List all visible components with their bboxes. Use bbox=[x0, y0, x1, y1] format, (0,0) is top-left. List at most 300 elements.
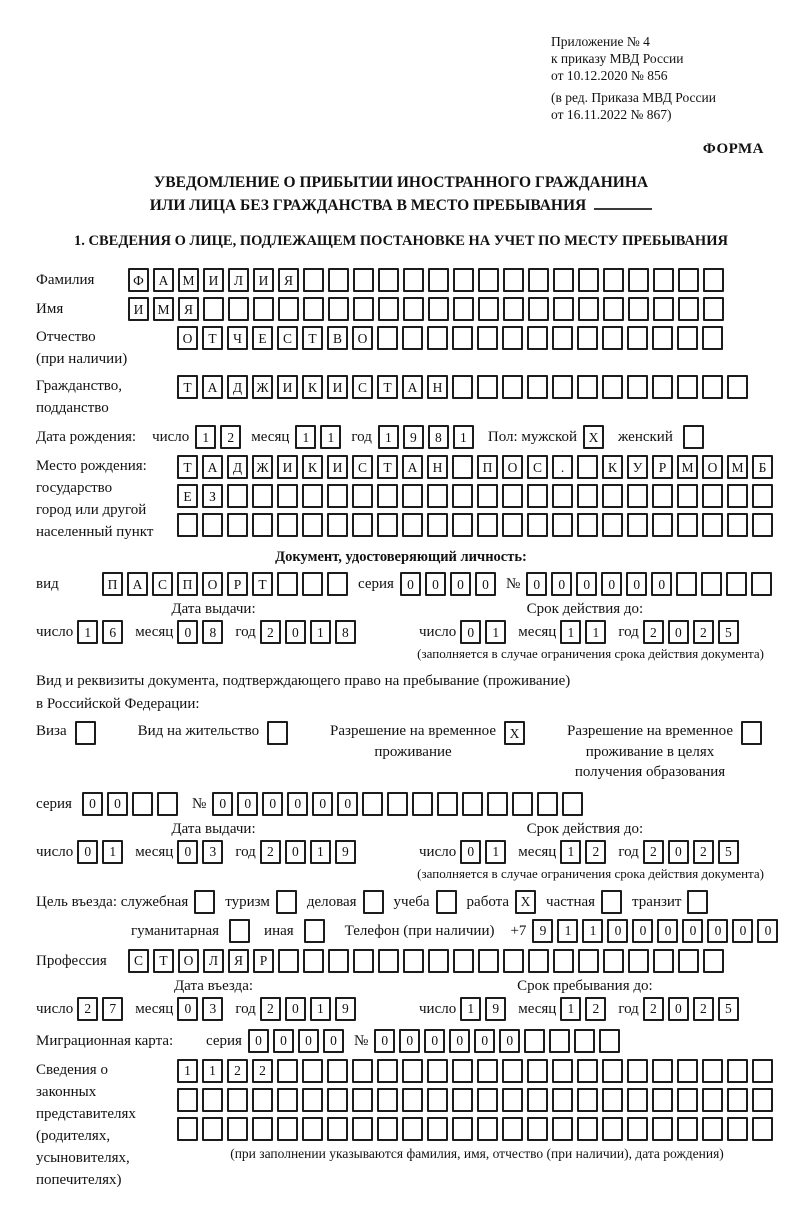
char-cell[interactable]: Е bbox=[177, 484, 198, 508]
char-cell[interactable]: 0 bbox=[337, 792, 358, 816]
char-cell[interactable]: 0 bbox=[551, 572, 572, 596]
char-cell[interactable]: Б bbox=[752, 455, 773, 479]
char-cell[interactable] bbox=[687, 890, 708, 914]
char-cell[interactable] bbox=[602, 326, 623, 350]
char-cell[interactable] bbox=[502, 326, 523, 350]
char-cell[interactable] bbox=[303, 268, 324, 292]
char-cell[interactable]: 0 bbox=[651, 572, 672, 596]
char-cell[interactable] bbox=[628, 949, 649, 973]
char-cell[interactable] bbox=[227, 513, 248, 537]
char-cell[interactable] bbox=[502, 513, 523, 537]
char-cell[interactable] bbox=[553, 268, 574, 292]
char-cell[interactable] bbox=[599, 1029, 620, 1053]
char-cell[interactable] bbox=[327, 513, 348, 537]
char-cell[interactable] bbox=[577, 326, 598, 350]
char-cell[interactable]: Т bbox=[177, 375, 198, 399]
char-cell[interactable]: 0 bbox=[682, 919, 703, 943]
char-cell[interactable]: 0 bbox=[668, 620, 689, 644]
char-cell[interactable]: Я bbox=[278, 268, 299, 292]
char-cell[interactable]: Т bbox=[377, 455, 398, 479]
char-cell[interactable] bbox=[752, 1059, 773, 1083]
char-cell[interactable] bbox=[578, 297, 599, 321]
char-cell[interactable] bbox=[702, 1088, 723, 1112]
char-cell[interactable] bbox=[602, 1117, 623, 1141]
char-cell[interactable] bbox=[552, 375, 573, 399]
char-cell[interactable] bbox=[703, 949, 724, 973]
char-cell[interactable]: 2 bbox=[585, 997, 606, 1021]
char-cell[interactable] bbox=[652, 375, 673, 399]
char-cell[interactable] bbox=[229, 919, 250, 943]
char-cell[interactable] bbox=[527, 375, 548, 399]
char-cell[interactable] bbox=[303, 949, 324, 973]
char-cell[interactable] bbox=[577, 513, 598, 537]
char-cell[interactable]: Я bbox=[228, 949, 249, 973]
char-cell[interactable]: Р bbox=[227, 572, 248, 596]
char-cell[interactable] bbox=[302, 513, 323, 537]
char-cell[interactable]: 7 bbox=[102, 997, 123, 1021]
char-cell[interactable]: 9 bbox=[403, 425, 424, 449]
char-cell[interactable] bbox=[726, 572, 747, 596]
char-cell[interactable]: 0 bbox=[262, 792, 283, 816]
char-cell[interactable]: Т bbox=[377, 375, 398, 399]
char-cell[interactable] bbox=[302, 484, 323, 508]
char-cell[interactable] bbox=[602, 484, 623, 508]
char-cell[interactable]: И bbox=[203, 268, 224, 292]
char-cell[interactable]: Т bbox=[177, 455, 198, 479]
char-cell[interactable] bbox=[702, 326, 723, 350]
char-cell[interactable] bbox=[701, 572, 722, 596]
char-cell[interactable] bbox=[403, 297, 424, 321]
char-cell[interactable]: Т bbox=[202, 326, 223, 350]
char-cell[interactable]: 0 bbox=[323, 1029, 344, 1053]
char-cell[interactable]: 1 bbox=[202, 1059, 223, 1083]
char-cell[interactable] bbox=[277, 513, 298, 537]
char-cell[interactable] bbox=[751, 572, 772, 596]
char-cell[interactable]: М bbox=[178, 268, 199, 292]
char-cell[interactable] bbox=[627, 1117, 648, 1141]
char-cell[interactable] bbox=[727, 484, 748, 508]
char-cell[interactable] bbox=[477, 1117, 498, 1141]
char-cell[interactable] bbox=[302, 572, 323, 596]
char-cell[interactable] bbox=[577, 375, 598, 399]
char-cell[interactable] bbox=[503, 268, 524, 292]
char-cell[interactable]: П bbox=[177, 572, 198, 596]
char-cell[interactable] bbox=[578, 268, 599, 292]
char-cell[interactable]: Д bbox=[227, 455, 248, 479]
char-cell[interactable] bbox=[677, 513, 698, 537]
char-cell[interactable]: О bbox=[202, 572, 223, 596]
char-cell[interactable] bbox=[727, 1088, 748, 1112]
char-cell[interactable] bbox=[553, 949, 574, 973]
char-cell[interactable] bbox=[627, 1088, 648, 1112]
char-cell[interactable] bbox=[683, 425, 704, 449]
char-cell[interactable] bbox=[628, 268, 649, 292]
char-cell[interactable] bbox=[752, 1088, 773, 1112]
char-cell[interactable] bbox=[677, 484, 698, 508]
char-cell[interactable] bbox=[502, 1117, 523, 1141]
char-cell[interactable]: 0 bbox=[475, 572, 496, 596]
char-cell[interactable]: 0 bbox=[707, 919, 728, 943]
char-cell[interactable] bbox=[702, 1117, 723, 1141]
char-cell[interactable] bbox=[552, 1059, 573, 1083]
char-cell[interactable]: С bbox=[527, 455, 548, 479]
char-cell[interactable] bbox=[378, 268, 399, 292]
char-cell[interactable] bbox=[352, 484, 373, 508]
char-cell[interactable]: О bbox=[502, 455, 523, 479]
char-cell[interactable]: С bbox=[352, 375, 373, 399]
char-cell[interactable] bbox=[227, 484, 248, 508]
char-cell[interactable]: 9 bbox=[532, 919, 553, 943]
char-cell[interactable] bbox=[352, 1088, 373, 1112]
char-cell[interactable]: Т bbox=[302, 326, 323, 350]
char-cell[interactable] bbox=[402, 513, 423, 537]
char-cell[interactable] bbox=[552, 513, 573, 537]
char-cell[interactable]: С bbox=[352, 455, 373, 479]
char-cell[interactable]: 0 bbox=[237, 792, 258, 816]
char-cell[interactable] bbox=[524, 1029, 545, 1053]
char-cell[interactable] bbox=[601, 890, 622, 914]
char-cell[interactable]: 0 bbox=[287, 792, 308, 816]
char-cell[interactable] bbox=[427, 484, 448, 508]
char-cell[interactable] bbox=[252, 484, 273, 508]
char-cell[interactable] bbox=[352, 513, 373, 537]
char-cell[interactable]: 0 bbox=[601, 572, 622, 596]
char-cell[interactable]: 3 bbox=[202, 840, 223, 864]
char-cell[interactable] bbox=[452, 1059, 473, 1083]
char-cell[interactable] bbox=[377, 1117, 398, 1141]
char-cell[interactable] bbox=[277, 1117, 298, 1141]
char-cell[interactable]: А bbox=[127, 572, 148, 596]
char-cell[interactable] bbox=[387, 792, 408, 816]
char-cell[interactable]: 0 bbox=[668, 840, 689, 864]
char-cell[interactable] bbox=[502, 375, 523, 399]
char-cell[interactable]: 0 bbox=[632, 919, 653, 943]
char-cell[interactable] bbox=[478, 949, 499, 973]
char-cell[interactable] bbox=[477, 513, 498, 537]
char-cell[interactable] bbox=[552, 484, 573, 508]
char-cell[interactable] bbox=[703, 297, 724, 321]
char-cell[interactable] bbox=[602, 513, 623, 537]
char-cell[interactable] bbox=[252, 1117, 273, 1141]
char-cell[interactable] bbox=[528, 949, 549, 973]
char-cell[interactable] bbox=[403, 268, 424, 292]
char-cell[interactable]: 1 bbox=[177, 1059, 198, 1083]
char-cell[interactable]: 1 bbox=[560, 620, 581, 644]
char-cell[interactable] bbox=[227, 1117, 248, 1141]
char-cell[interactable] bbox=[503, 297, 524, 321]
char-cell[interactable]: 0 bbox=[212, 792, 233, 816]
char-cell[interactable]: 5 bbox=[718, 620, 739, 644]
char-cell[interactable] bbox=[628, 297, 649, 321]
char-cell[interactable] bbox=[478, 297, 499, 321]
char-cell[interactable] bbox=[477, 326, 498, 350]
char-cell[interactable] bbox=[402, 1117, 423, 1141]
char-cell[interactable] bbox=[428, 949, 449, 973]
char-cell[interactable]: 1 bbox=[310, 620, 331, 644]
char-cell[interactable] bbox=[412, 792, 433, 816]
char-cell[interactable] bbox=[352, 1117, 373, 1141]
char-cell[interactable]: 1 bbox=[557, 919, 578, 943]
char-cell[interactable] bbox=[702, 375, 723, 399]
char-cell[interactable]: 0 bbox=[460, 620, 481, 644]
char-cell[interactable]: 2 bbox=[693, 997, 714, 1021]
char-cell[interactable] bbox=[702, 1059, 723, 1083]
char-cell[interactable]: И bbox=[277, 455, 298, 479]
char-cell[interactable]: 0 bbox=[757, 919, 778, 943]
char-cell[interactable]: 0 bbox=[474, 1029, 495, 1053]
char-cell[interactable]: 2 bbox=[693, 620, 714, 644]
char-cell[interactable]: 9 bbox=[335, 997, 356, 1021]
char-cell[interactable] bbox=[678, 268, 699, 292]
char-cell[interactable] bbox=[577, 1088, 598, 1112]
char-cell[interactable]: 0 bbox=[248, 1029, 269, 1053]
char-cell[interactable] bbox=[277, 572, 298, 596]
char-cell[interactable] bbox=[653, 268, 674, 292]
char-cell[interactable] bbox=[378, 949, 399, 973]
char-cell[interactable] bbox=[203, 297, 224, 321]
char-cell[interactable]: 1 bbox=[102, 840, 123, 864]
char-cell[interactable] bbox=[363, 890, 384, 914]
char-cell[interactable] bbox=[157, 792, 178, 816]
char-cell[interactable]: 2 bbox=[260, 840, 281, 864]
char-cell[interactable] bbox=[477, 1059, 498, 1083]
char-cell[interactable] bbox=[577, 1059, 598, 1083]
char-cell[interactable] bbox=[462, 792, 483, 816]
char-cell[interactable] bbox=[278, 297, 299, 321]
char-cell[interactable]: 0 bbox=[668, 997, 689, 1021]
char-cell[interactable]: 0 bbox=[177, 840, 198, 864]
char-cell[interactable]: 2 bbox=[643, 840, 664, 864]
char-cell[interactable]: 2 bbox=[252, 1059, 273, 1083]
char-cell[interactable]: П bbox=[477, 455, 498, 479]
char-cell[interactable] bbox=[477, 484, 498, 508]
char-cell[interactable] bbox=[402, 1059, 423, 1083]
char-cell[interactable]: 0 bbox=[657, 919, 678, 943]
char-cell[interactable] bbox=[132, 792, 153, 816]
char-cell[interactable]: А bbox=[402, 375, 423, 399]
char-cell[interactable] bbox=[402, 484, 423, 508]
char-cell[interactable]: 0 bbox=[450, 572, 471, 596]
char-cell[interactable]: М bbox=[677, 455, 698, 479]
char-cell[interactable]: Л bbox=[203, 949, 224, 973]
char-cell[interactable] bbox=[677, 375, 698, 399]
char-cell[interactable] bbox=[327, 1059, 348, 1083]
char-cell[interactable]: С bbox=[128, 949, 149, 973]
char-cell[interactable] bbox=[537, 792, 558, 816]
char-cell[interactable] bbox=[452, 326, 473, 350]
char-cell[interactable]: Е bbox=[252, 326, 273, 350]
char-cell[interactable]: 0 bbox=[526, 572, 547, 596]
char-cell[interactable] bbox=[453, 297, 474, 321]
char-cell[interactable] bbox=[577, 1117, 598, 1141]
char-cell[interactable]: З bbox=[202, 484, 223, 508]
char-cell[interactable] bbox=[453, 268, 474, 292]
char-cell[interactable]: 1 bbox=[378, 425, 399, 449]
char-cell[interactable] bbox=[527, 326, 548, 350]
char-cell[interactable] bbox=[202, 513, 223, 537]
char-cell[interactable]: 2 bbox=[585, 840, 606, 864]
char-cell[interactable]: К bbox=[302, 455, 323, 479]
char-cell[interactable] bbox=[352, 1059, 373, 1083]
char-cell[interactable]: Н bbox=[427, 455, 448, 479]
char-cell[interactable] bbox=[549, 1029, 570, 1053]
char-cell[interactable] bbox=[602, 1088, 623, 1112]
char-cell[interactable]: 1 bbox=[485, 620, 506, 644]
char-cell[interactable] bbox=[428, 297, 449, 321]
char-cell[interactable] bbox=[727, 375, 748, 399]
char-cell[interactable] bbox=[452, 375, 473, 399]
char-cell[interactable]: О bbox=[177, 326, 198, 350]
char-cell[interactable] bbox=[652, 1117, 673, 1141]
char-cell[interactable]: 1 bbox=[585, 620, 606, 644]
char-cell[interactable]: А bbox=[202, 455, 223, 479]
char-cell[interactable]: 1 bbox=[310, 840, 331, 864]
char-cell[interactable] bbox=[676, 572, 697, 596]
char-cell[interactable]: Н bbox=[427, 375, 448, 399]
char-cell[interactable]: 0 bbox=[82, 792, 103, 816]
char-cell[interactable] bbox=[677, 1059, 698, 1083]
char-cell[interactable] bbox=[252, 513, 273, 537]
char-cell[interactable]: В bbox=[327, 326, 348, 350]
char-cell[interactable] bbox=[452, 1088, 473, 1112]
char-cell[interactable] bbox=[577, 484, 598, 508]
char-cell[interactable] bbox=[75, 721, 96, 745]
char-cell[interactable] bbox=[177, 1088, 198, 1112]
char-cell[interactable] bbox=[562, 792, 583, 816]
char-cell[interactable] bbox=[527, 1088, 548, 1112]
char-cell[interactable] bbox=[277, 1059, 298, 1083]
char-cell[interactable] bbox=[427, 1117, 448, 1141]
char-cell[interactable] bbox=[653, 297, 674, 321]
char-cell[interactable]: К bbox=[602, 455, 623, 479]
char-cell[interactable]: 0 bbox=[107, 792, 128, 816]
char-cell[interactable] bbox=[276, 890, 297, 914]
char-cell[interactable] bbox=[327, 484, 348, 508]
char-cell[interactable]: 1 bbox=[453, 425, 474, 449]
char-cell[interactable] bbox=[202, 1088, 223, 1112]
char-cell[interactable] bbox=[703, 268, 724, 292]
char-cell[interactable] bbox=[678, 949, 699, 973]
char-cell[interactable]: 0 bbox=[77, 840, 98, 864]
char-cell[interactable]: А bbox=[402, 455, 423, 479]
char-cell[interactable] bbox=[603, 949, 624, 973]
char-cell[interactable]: Я bbox=[178, 297, 199, 321]
char-cell[interactable] bbox=[653, 949, 674, 973]
char-cell[interactable]: 0 bbox=[312, 792, 333, 816]
char-cell[interactable] bbox=[377, 1059, 398, 1083]
char-cell[interactable] bbox=[741, 721, 762, 745]
char-cell[interactable] bbox=[327, 572, 348, 596]
char-cell[interactable] bbox=[278, 949, 299, 973]
char-cell[interactable]: И bbox=[327, 375, 348, 399]
char-cell[interactable] bbox=[302, 1059, 323, 1083]
char-cell[interactable]: 0 bbox=[399, 1029, 420, 1053]
char-cell[interactable] bbox=[727, 513, 748, 537]
char-cell[interactable] bbox=[502, 1088, 523, 1112]
char-cell[interactable] bbox=[652, 513, 673, 537]
char-cell[interactable] bbox=[277, 1088, 298, 1112]
char-cell[interactable]: 3 bbox=[202, 997, 223, 1021]
char-cell[interactable]: 9 bbox=[335, 840, 356, 864]
char-cell[interactable] bbox=[578, 949, 599, 973]
char-cell[interactable]: 8 bbox=[428, 425, 449, 449]
char-cell[interactable]: 2 bbox=[77, 997, 98, 1021]
char-cell[interactable]: 2 bbox=[643, 620, 664, 644]
char-cell[interactable]: 0 bbox=[285, 997, 306, 1021]
char-cell[interactable]: О bbox=[352, 326, 373, 350]
char-cell[interactable] bbox=[328, 268, 349, 292]
char-cell[interactable] bbox=[727, 1117, 748, 1141]
char-cell[interactable]: 1 bbox=[460, 997, 481, 1021]
char-cell[interactable] bbox=[503, 949, 524, 973]
char-cell[interactable]: М bbox=[153, 297, 174, 321]
char-cell[interactable] bbox=[678, 297, 699, 321]
char-cell[interactable]: 1 bbox=[320, 425, 341, 449]
char-cell[interactable] bbox=[652, 326, 673, 350]
char-cell[interactable]: Ч bbox=[227, 326, 248, 350]
char-cell[interactable] bbox=[527, 1059, 548, 1083]
char-cell[interactable] bbox=[228, 297, 249, 321]
char-cell[interactable]: . bbox=[552, 455, 573, 479]
char-cell[interactable]: 0 bbox=[298, 1029, 319, 1053]
char-cell[interactable] bbox=[677, 326, 698, 350]
char-cell[interactable]: И bbox=[253, 268, 274, 292]
char-cell[interactable]: X bbox=[583, 425, 604, 449]
char-cell[interactable] bbox=[377, 326, 398, 350]
char-cell[interactable]: 0 bbox=[285, 840, 306, 864]
char-cell[interactable] bbox=[453, 949, 474, 973]
char-cell[interactable] bbox=[702, 484, 723, 508]
char-cell[interactable]: 2 bbox=[220, 425, 241, 449]
char-cell[interactable] bbox=[194, 890, 215, 914]
char-cell[interactable] bbox=[677, 1088, 698, 1112]
char-cell[interactable] bbox=[403, 949, 424, 973]
char-cell[interactable]: 2 bbox=[227, 1059, 248, 1083]
char-cell[interactable]: Ж bbox=[252, 455, 273, 479]
char-cell[interactable]: И bbox=[128, 297, 149, 321]
char-cell[interactable] bbox=[527, 1117, 548, 1141]
char-cell[interactable]: Ж bbox=[252, 375, 273, 399]
char-cell[interactable] bbox=[227, 1088, 248, 1112]
char-cell[interactable] bbox=[752, 1117, 773, 1141]
char-cell[interactable]: 1 bbox=[560, 840, 581, 864]
char-cell[interactable]: Р bbox=[253, 949, 274, 973]
char-cell[interactable] bbox=[602, 375, 623, 399]
char-cell[interactable] bbox=[627, 326, 648, 350]
char-cell[interactable]: Т bbox=[252, 572, 273, 596]
char-cell[interactable]: 0 bbox=[273, 1029, 294, 1053]
char-cell[interactable] bbox=[528, 268, 549, 292]
char-cell[interactable]: Д bbox=[227, 375, 248, 399]
char-cell[interactable]: С bbox=[152, 572, 173, 596]
char-cell[interactable] bbox=[627, 375, 648, 399]
char-cell[interactable]: 1 bbox=[310, 997, 331, 1021]
char-cell[interactable]: У bbox=[627, 455, 648, 479]
char-cell[interactable] bbox=[553, 297, 574, 321]
char-cell[interactable] bbox=[477, 1088, 498, 1112]
char-cell[interactable]: 5 bbox=[718, 997, 739, 1021]
char-cell[interactable] bbox=[552, 326, 573, 350]
char-cell[interactable] bbox=[452, 484, 473, 508]
char-cell[interactable] bbox=[502, 1059, 523, 1083]
char-cell[interactable] bbox=[577, 455, 598, 479]
char-cell[interactable] bbox=[574, 1029, 595, 1053]
char-cell[interactable] bbox=[402, 326, 423, 350]
char-cell[interactable]: О bbox=[702, 455, 723, 479]
char-cell[interactable]: 0 bbox=[576, 572, 597, 596]
char-cell[interactable]: 2 bbox=[693, 840, 714, 864]
char-cell[interactable]: А bbox=[153, 268, 174, 292]
